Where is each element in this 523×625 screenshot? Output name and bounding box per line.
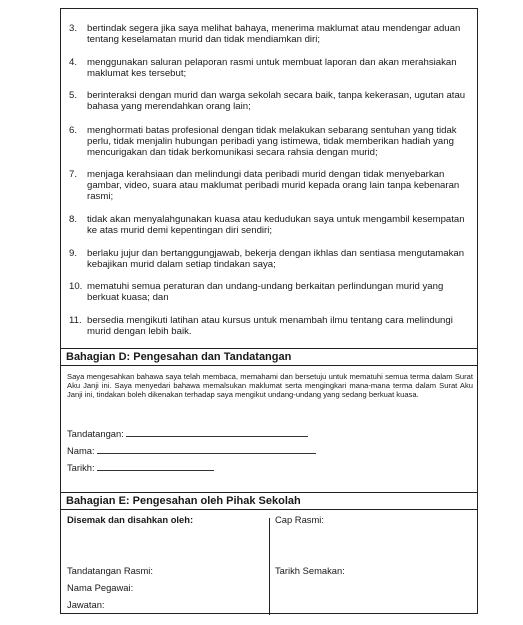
signature-line[interactable]	[126, 428, 308, 437]
check-date-label: Tarikh Semakan:	[275, 565, 345, 576]
declaration-text: Saya mengesahkan bahawa saya telah membaca, memahami dan bersetuju untuk mematuhi semua terma dalam Surat Aku Janji ini. Saya menyedari bahawa memalsukan maklumat serta mengingkari mana-mana terma dalam Surat Aku Janji ini, tindakan boleh dikenakan terhadap saya mengikut undang-undang yang sedang berkuat kuasa.	[67, 372, 473, 399]
officer-name-label: Nama Pegawai:	[67, 582, 134, 593]
name-label: Nama:	[67, 445, 95, 456]
item-number: 4.	[69, 57, 78, 68]
date-field[interactable]	[67, 462, 214, 474]
item-number: 6.	[69, 125, 78, 136]
signature-label: Tandatangan:	[67, 428, 124, 439]
checked-by-label: Disemak dan disahkan oleh:	[67, 514, 194, 525]
position-label: Jawatan:	[67, 599, 105, 610]
item-text: menghormati batas profesional dengan tidak melakukan sebarang sentuhan yang tidak perlu, tidak menjalin hubungan peribadi yang istimewa, tidak memberikan hadiah yang mencurigakan dan tidak berkomunikasi secara rahsia dengan murid;	[87, 125, 457, 158]
item-text: menggunakan saluran pelaporan rasmi untuk membuat laporan dan akan merahsiakan maklumat kes tersebut;	[87, 57, 457, 79]
date-label: Tarikh:	[67, 462, 95, 473]
name-field[interactable]	[67, 445, 316, 457]
item-text: tidak akan menyalahgunakan kuasa atau kedudukan saya untuk mengambil kesempatan ke atas murid demi kepentingan diri sendiri;	[87, 214, 465, 236]
column-divider	[269, 518, 270, 615]
item-number: 5.	[69, 90, 78, 101]
item-text: menjaga kerahsiaan dan melindungi data peribadi murid dengan tidak menyebarkan gambar, video, suara atau maklumat peribadi murid kepada orang lain tanpa kebenaran rasmi;	[87, 169, 460, 202]
item-text: berinteraksi dengan murid dan warga sekolah secara baik, tanpa kekerasan, ugutan atau bahasa yang merendahkan orang lain;	[87, 90, 466, 112]
official-signature-label: Tandatangan Rasmi:	[67, 565, 153, 576]
item-text: bertindak segera jika saya melihat bahaya, menerima maklumat atau mendengar aduan tentang keselamatan murid dan tidak mendiamkan diri;	[87, 23, 461, 45]
section-e-header: Bahagian E: Pengesahan oleh Pihak Sekolah	[61, 492, 477, 510]
signature-field[interactable]	[67, 428, 308, 440]
item-number: 11.	[69, 315, 82, 326]
item-number: 7.	[69, 169, 78, 180]
item-number: 10.	[69, 281, 83, 292]
item-text: berlaku jujur dan bertanggungjawab, bekerja dengan ikhlas dan sentiasa mengutamakan kebajikan murid dalam setiap tindakan saya;	[87, 248, 465, 270]
item-number: 3.	[69, 23, 78, 34]
form-frame	[60, 8, 478, 614]
item-text: bersedia mengikuti latihan atau kursus untuk menambah ilmu tentang cara melindungi murid dengan lebih baik.	[87, 315, 453, 337]
item-number: 9.	[69, 248, 78, 259]
item-number: 8.	[69, 214, 78, 225]
name-line[interactable]	[97, 445, 316, 454]
section-d-header: Bahagian D: Pengesahan dan Tandatangan	[61, 348, 477, 366]
official-stamp-label: Cap Rasmi:	[275, 514, 324, 525]
date-line[interactable]	[97, 462, 214, 471]
item-text: mematuhi semua peraturan dan undang-undang berkaitan perlindungan murid yang berkuat kuasa; dan	[87, 281, 444, 303]
